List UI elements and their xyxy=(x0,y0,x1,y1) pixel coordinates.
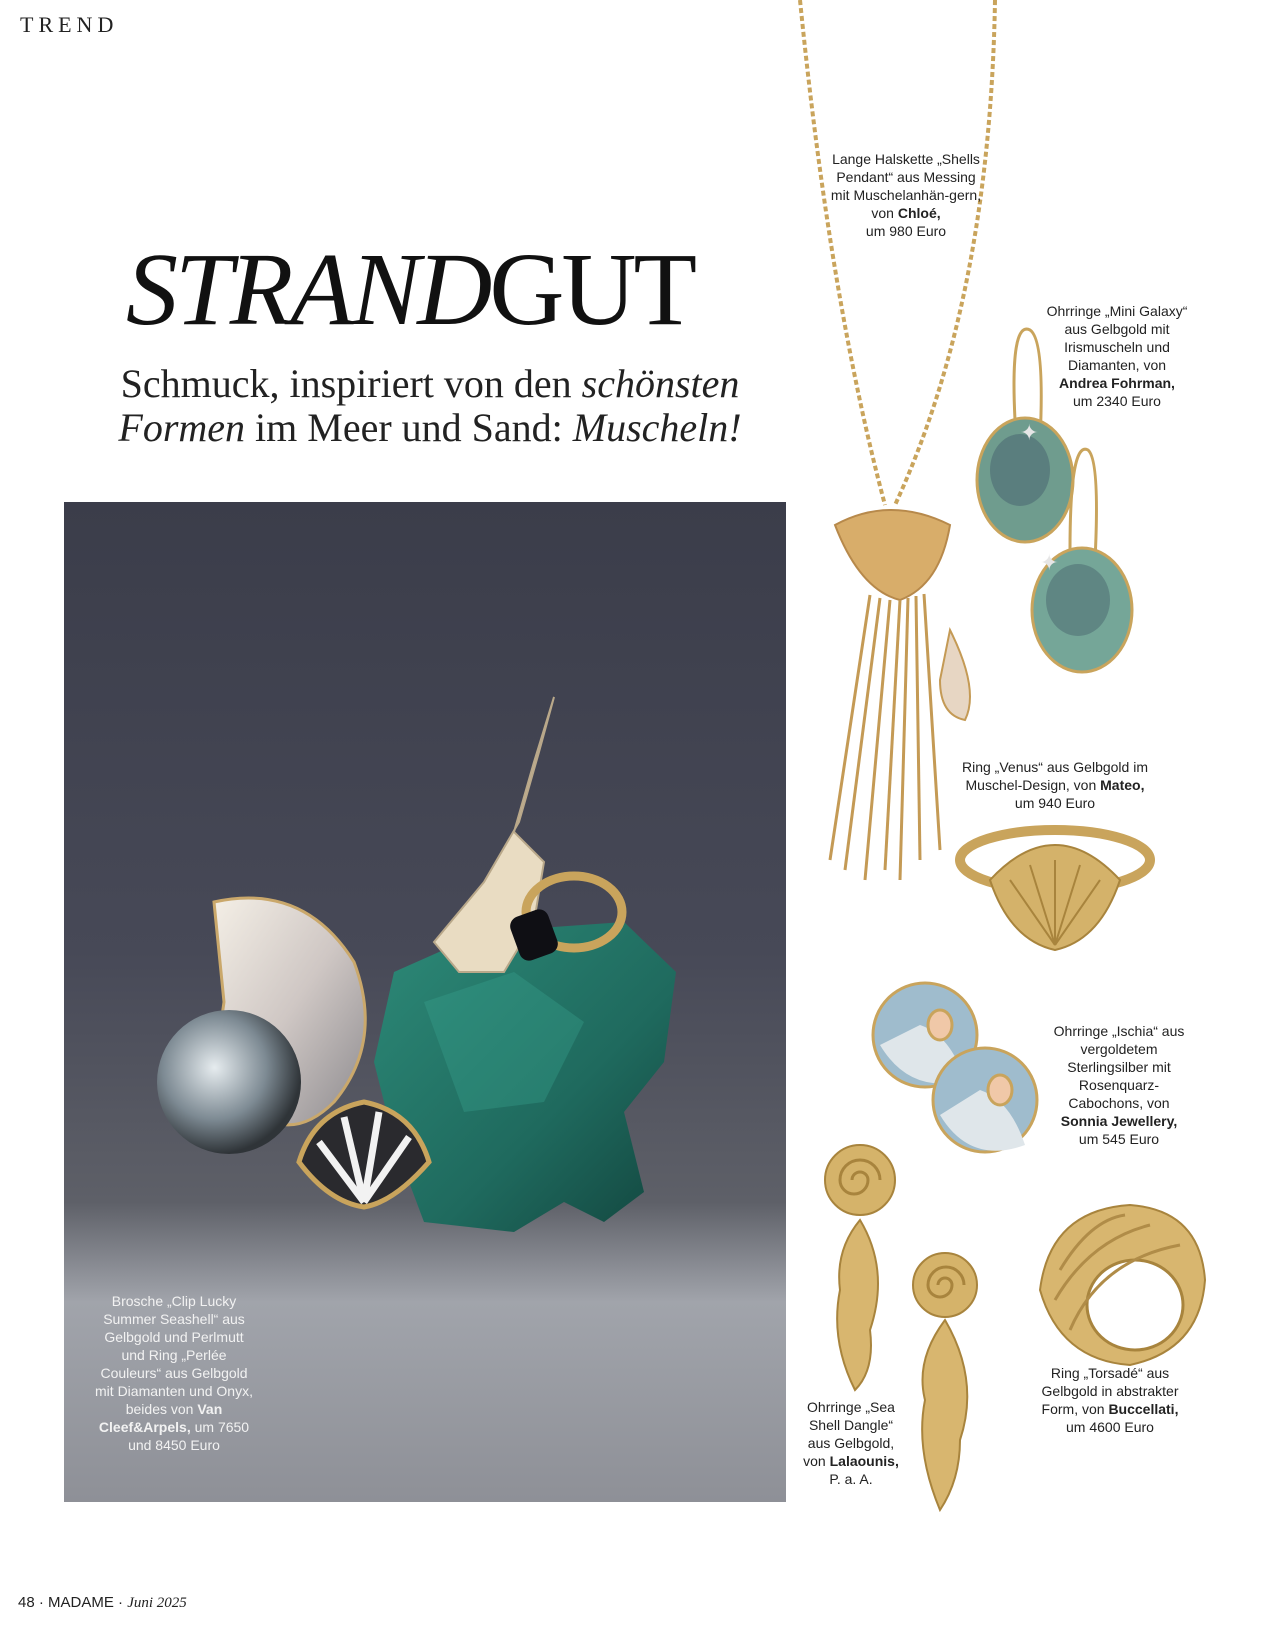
caption-necklace: Lange Halskette „Shells Pendant“ aus Messing mit Muschelanhän-gern, von Chloé, um 980 Euro xyxy=(830,151,982,239)
caption-earrings-ischia: Ohrringe „Ischia“ aus vergoldetem Sterlingsilber mit Rosenquarz-Cabochons, von Sonnia Jewellery, um 545 Euro xyxy=(1053,1023,1185,1147)
footer-page: 48 · MADAME · xyxy=(18,1594,128,1611)
svg-text:✦: ✦ xyxy=(1020,421,1039,446)
footer-issue: Juni 2025 xyxy=(127,1595,187,1611)
page-footer xyxy=(18,1594,187,1612)
caption-ring-venus: Ring „Venus“ aus Gelbgold im Muschel-Design, von Mateo, um 940 Euro xyxy=(962,759,1148,811)
subtitle-text-4: im Meer und Sand: xyxy=(245,405,573,450)
subtitle-text-1: Schmuck, inspiriert von den xyxy=(120,361,582,406)
title-part-roman: GUT xyxy=(489,232,695,347)
ring-venus-image xyxy=(950,820,1160,960)
tahitian-pearl xyxy=(157,1010,301,1154)
caption-brooch: Brosche „Clip Lucky Summer Seashell“ aus Gelbgold und Perlmutt und Ring „Perlée Couleurs“ aus Gelbgold mit Diamanten und Onyx, beides von Van Cleef&Arpels, um 7650 und 8450 Euro xyxy=(95,1293,253,1453)
svg-text:✦: ✦ xyxy=(1040,551,1059,576)
caption-earrings-sea-shell: Ohrringe „Sea Shell Dangle“ aus Gelbgold, von Lalaounis, P. a. A. xyxy=(803,1399,899,1487)
section-label: TREND xyxy=(20,12,119,37)
subtitle xyxy=(60,362,800,450)
caption-earrings-galaxy: Ohrringe „Mini Galaxy“ aus Gelbgold mit Irismuscheln und Diamanten, von Andrea Fohrman, um 2340 Euro xyxy=(1046,303,1188,409)
title-part-italic: STRAND xyxy=(125,232,490,347)
subtitle-text-3: Formen xyxy=(118,405,246,450)
caption-ring-torsade: Ring „Torsadé“ aus Gelbgold in abstrakter Form, von Buccellati, um 4600 Euro xyxy=(1041,1365,1179,1435)
subtitle-text-2: schönsten xyxy=(581,361,740,406)
ring-torsade-image xyxy=(1030,1200,1210,1370)
page-title xyxy=(100,232,720,347)
subtitle-text-5: Muscheln! xyxy=(572,405,742,450)
